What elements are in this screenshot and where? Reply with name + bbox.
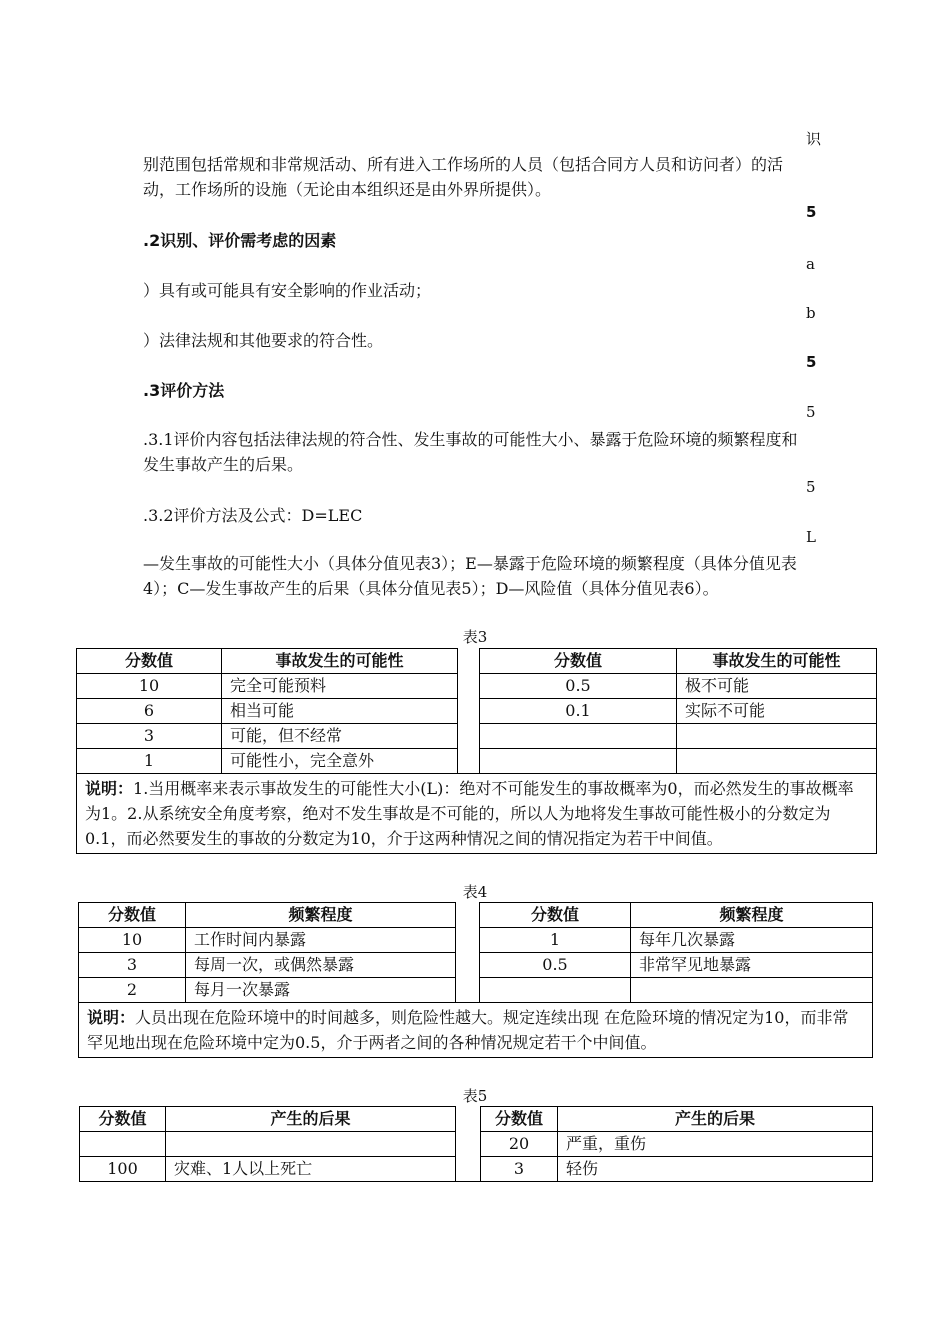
table-row: 10 工作时间内暴露 1 每年几次暴露 [79, 928, 873, 953]
table4-caption: 表4 [462, 883, 488, 901]
column-header: 分数值 [480, 903, 631, 928]
table-note-row [79, 1003, 873, 1058]
table-row: 20 严重，重伤 [80, 1132, 873, 1157]
column-header: 分数值 [480, 649, 677, 674]
note-label: 说明： [85, 779, 134, 798]
table5-caption: 表5 [462, 1087, 488, 1105]
table4 [78, 902, 873, 1058]
column-header: 分数值 [77, 649, 222, 674]
table-row: 6 相当可能 0.1 实际不可能 [77, 699, 877, 724]
table5 [79, 1106, 873, 1182]
list-item-b: ）法律法规和其他要求的符合性。 [143, 331, 384, 350]
table-row: 100 灾难、1人以上死亡 3 轻伤 [80, 1157, 873, 1182]
paragraph-5-3-2: .3.2评价方法及公式：D=LEC [143, 506, 363, 525]
section-heading-5-3: .3评价方法 [143, 381, 225, 400]
margin-marker: b [806, 304, 816, 322]
margin-marker: a [806, 255, 815, 273]
column-header: 频繁程度 [631, 903, 873, 928]
margin-marker: 5 [806, 403, 816, 421]
column-header: 产生的后果 [558, 1107, 873, 1132]
table-row: 3 可能，但不经常 [77, 724, 877, 749]
table3 [76, 648, 877, 854]
section-heading-5-2: .2识别、评价需考虑的因素 [143, 231, 337, 250]
table-row: 2 每月一次暴露 [79, 978, 873, 1003]
table-header-row [80, 1107, 873, 1132]
margin-marker: 识 [806, 130, 822, 148]
paragraph-5-3-1: .3.1评价内容包括法律法规的符合性、发生事故的可能性大小、暴露于危险环境的频繁程度和发生事故产生的后果。 [143, 430, 798, 474]
margin-marker: 5 [806, 353, 817, 371]
margin-marker: L [806, 528, 816, 546]
table-row: 10 完全可能预料 0.5 极不可能 [77, 674, 877, 699]
table-note-row [77, 774, 877, 854]
note-text: 人员出现在危险环境中的时间越多，则危险性越大。规定连续出现 在危险环境的情况定为10，而非常罕见地出现在危险环境中定为0.5，介于两者之间的各种情况规定若干个中间值。 [87, 1008, 849, 1052]
list-item-a: ）具有或可能具有安全影响的作业活动； [143, 281, 432, 300]
table-header-row [77, 649, 877, 674]
lec-definition: —发生事故的可能性大小（具体分值见表3）；E—暴露于危险环境的频繁程度（具体分值见表4）；C—发生事故产生的后果（具体分值见表5）；D—风险值（具体分值见表6）。 [143, 554, 797, 598]
table-row: 3 每周一次，或偶然暴露 0.5 非常罕见地暴露 [79, 953, 873, 978]
margin-marker: 5 [806, 478, 816, 496]
column-header: 分数值 [80, 1107, 166, 1132]
table-header-row [79, 903, 873, 928]
note-label: 说明： [87, 1008, 136, 1027]
column-header: 事故发生的可能性 [222, 649, 458, 674]
column-header: 分数值 [481, 1107, 558, 1132]
column-header: 产生的后果 [166, 1107, 456, 1132]
column-header: 事故发生的可能性 [677, 649, 877, 674]
note-text: 1.当用概率来表示事故发生的可能性大小(L)：绝对不可能发生的事故概率为0，而必然发生的事故概率为1。2.从系统安全角度考察，绝对不发生事故是不可能的，所以人为地将发生事故可能性极小的分数定为0.1，而必然要发生的事故的分数定为10，介于这两种情况之间的情况指定为若干中间值。 [85, 779, 854, 848]
table-row: 1 可能性小，完全意外 [77, 749, 877, 774]
margin-marker: 5 [806, 203, 817, 221]
column-header: 分数值 [79, 903, 186, 928]
table3-caption: 表3 [462, 628, 488, 646]
scope-paragraph: 别范围包括常规和非常规活动、所有进入工作场所的人员（包括合同方人员和访问者）的活动，工作场所的设施（无论由本组织还是由外界所提供）。 [143, 155, 784, 199]
column-header: 频繁程度 [186, 903, 456, 928]
